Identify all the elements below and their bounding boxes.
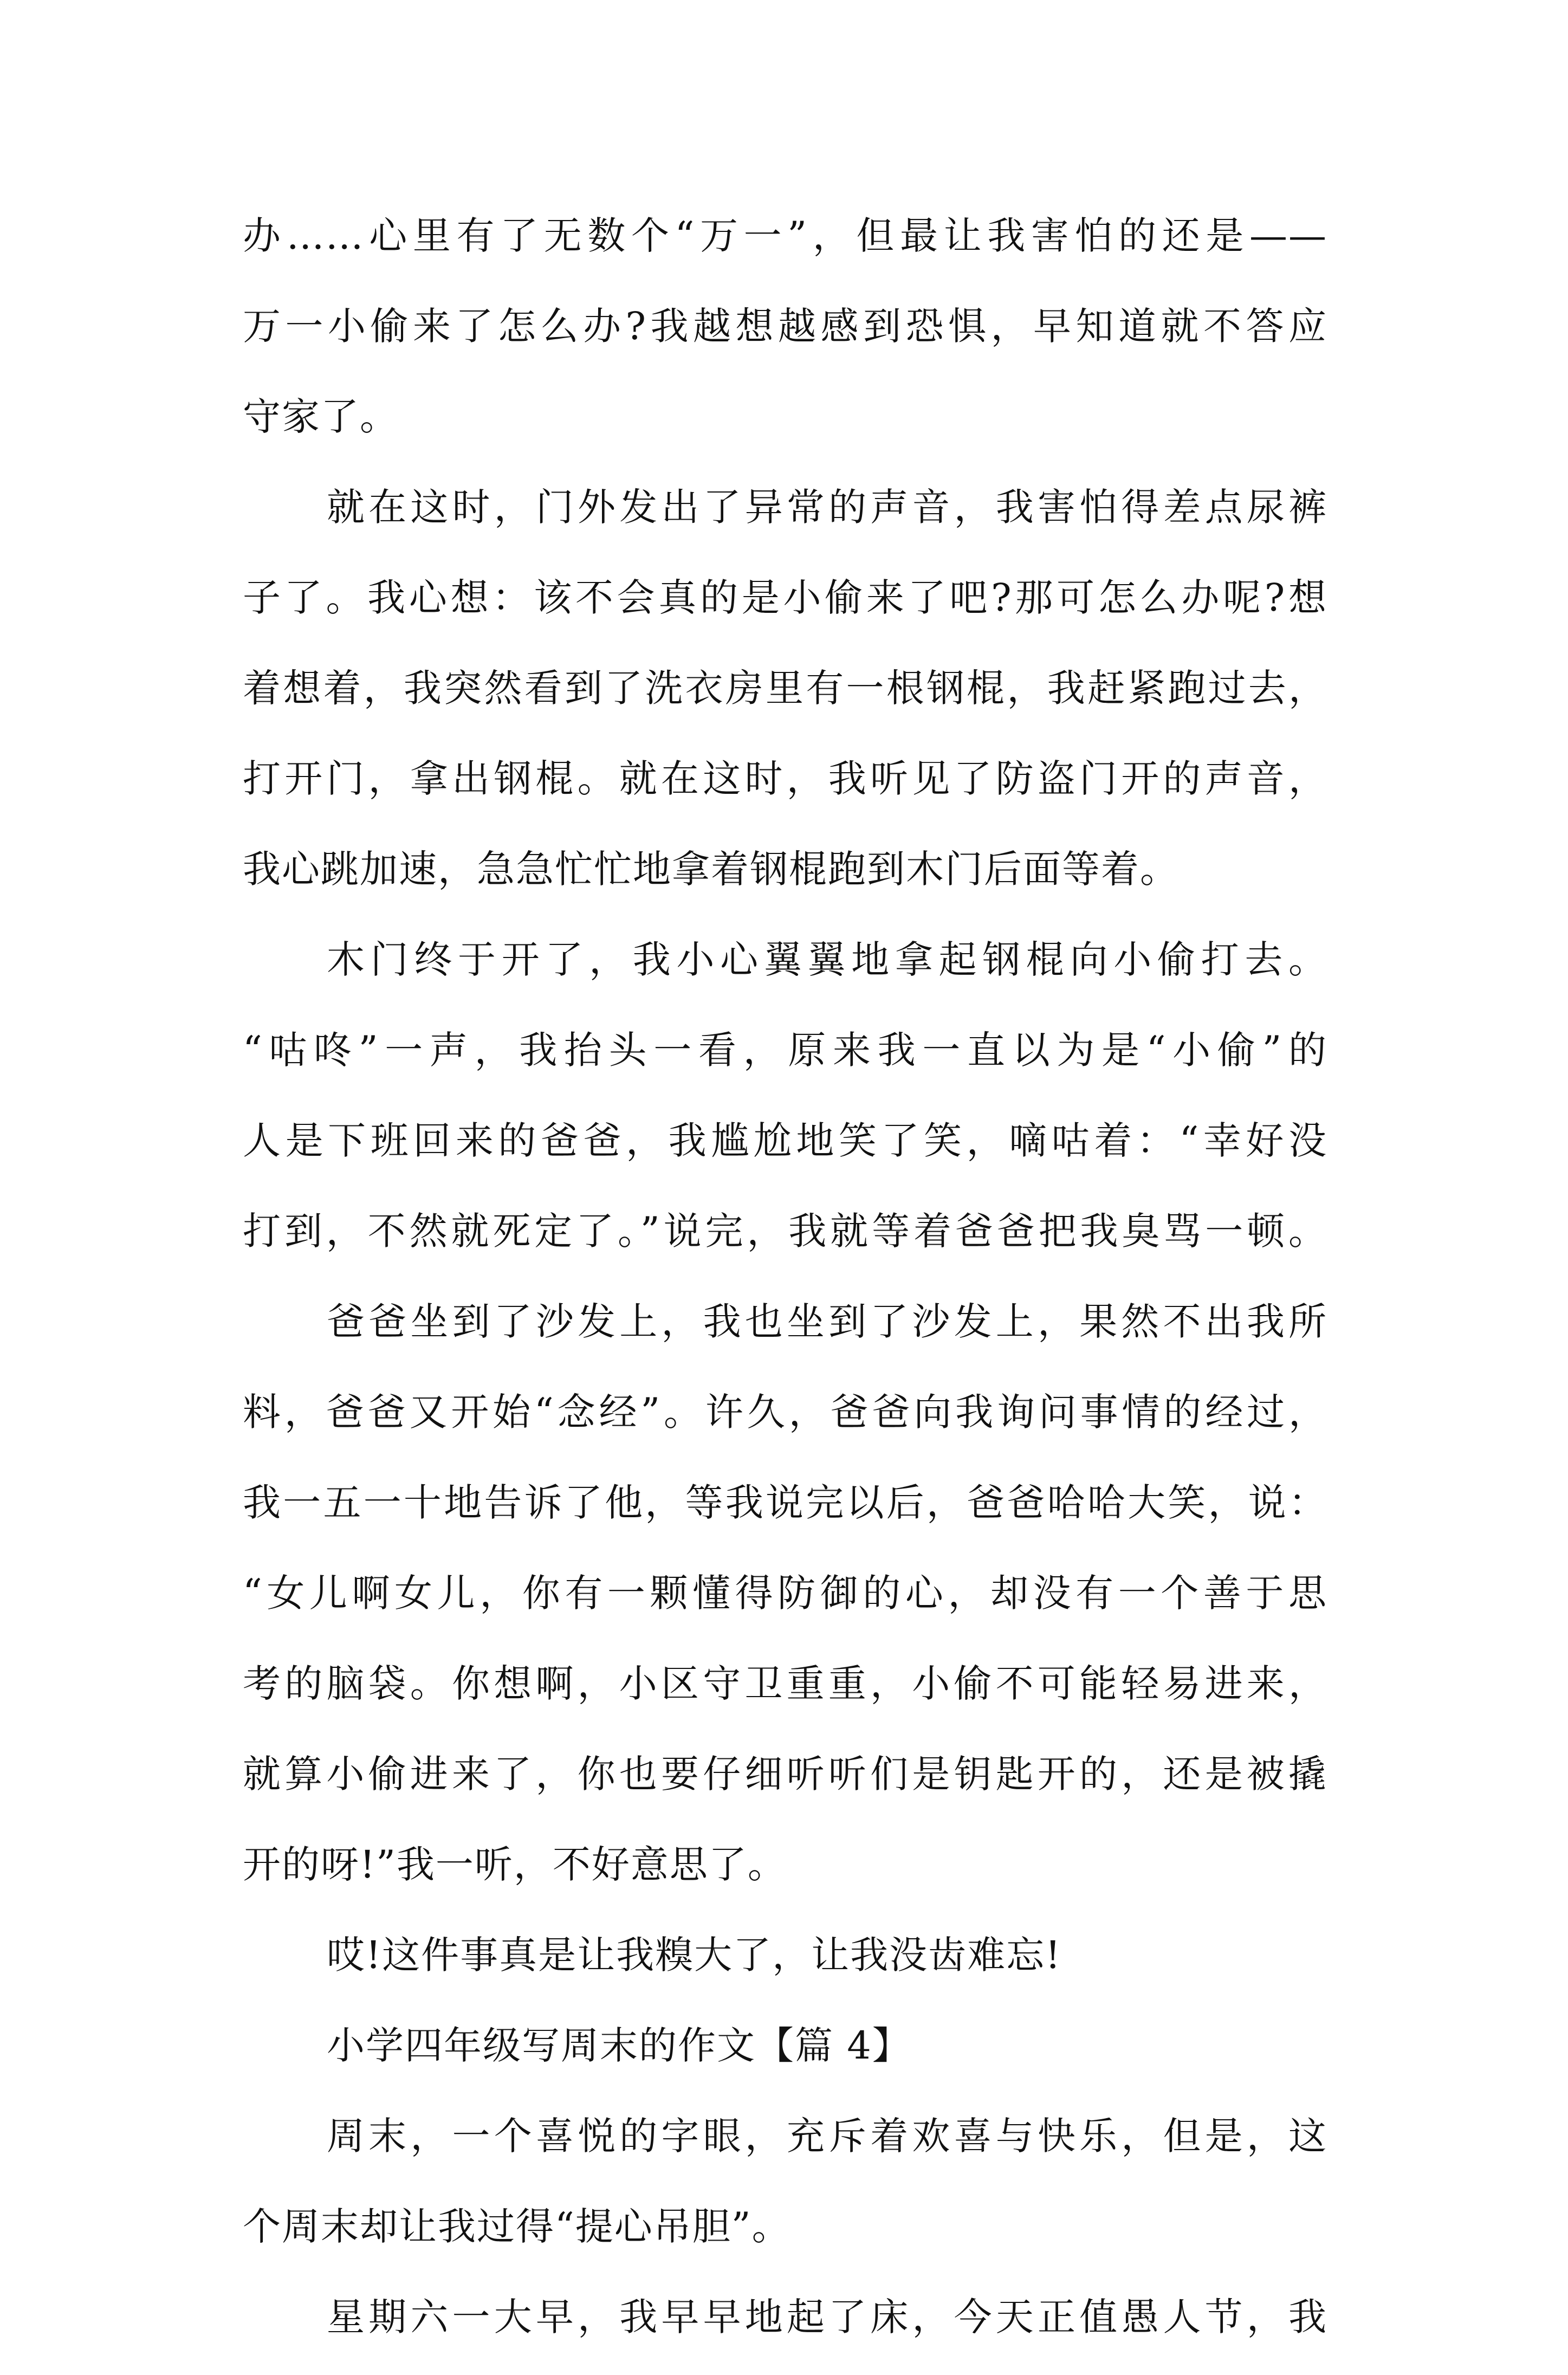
text-line: 打开门，拿出钢棍。就在这时，我听见了防盗门开的声音， <box>243 756 1327 801</box>
text-line: 打到，不然就死定了。”说完，我就等着爸爸把我臭骂一顿。 <box>243 1209 1327 1253</box>
text-line: 办……心里有了无数个“万一”，但最让我害怕的还是—— <box>243 213 1327 258</box>
text-line: 料，爸爸又开始“念经”。许久，爸爸向我询问事情的经过， <box>243 1390 1327 1434</box>
paragraph-start-line: 就在这时，门外发出了异常的声音，我害怕得差点尿裤 <box>327 485 1327 529</box>
text-line: 我心跳加速，急急忙忙地拿着钢棍跑到木门后面等着。 <box>243 847 1179 891</box>
paragraph-start-line: 星期六一大早，我早早地起了床，今天正值愚人节，我 <box>327 2295 1327 2339</box>
paragraph-start-line: 木门终于开了，我小心翼翼地拿起钢棍向小偷打去。 <box>327 937 1327 982</box>
paragraph-start-line: 周末，一个喜悦的字眼，充斥着欢喜与快乐，但是，这 <box>327 2114 1327 2158</box>
paragraph-line: 哎!这件事真是让我糗大了，让我没齿难忘! <box>327 1933 1062 1977</box>
text-line: 万一小偷来了怎么办?我越想越感到恐惧，早知道就不答应 <box>243 304 1327 348</box>
document-body <box>243 203 1327 2375</box>
text-line: 子了。我心想：该不会真的是小偷来了吧?那可怎么办呢?想 <box>243 575 1327 620</box>
text-line: 人是下班回来的爸爸，我尴尬地笑了笑，嘀咕着：“幸好没 <box>243 1118 1327 1163</box>
text-line: 我一五一十地告诉了他，等我说完以后，爸爸哈哈大笑，说： <box>243 1480 1327 1525</box>
text-line: 考的脑袋。你想啊，小区守卫重重，小偷不可能轻易进来， <box>243 1661 1327 1706</box>
text-line: 开的呀!”我一听，不好意思了。 <box>243 1842 787 1887</box>
text-line: 守家了。 <box>243 394 399 439</box>
text-line: 就算小偷进来了，你也要仔细听听们是钥匙开的，还是被撬 <box>243 1752 1327 1796</box>
text-line: 个周末却让我过得“提心吊胆”。 <box>243 2204 791 2249</box>
text-line: 着想着，我突然看到了洗衣房里有一根钢棍，我赶紧跑过去， <box>243 666 1327 710</box>
section-heading: 小学四年级写周末的作文【篇 4】 <box>327 2023 911 2068</box>
paragraph-start-line: 爸爸坐到了沙发上，我也坐到了沙发上，果然不出我所 <box>327 1299 1327 1344</box>
text-line: “咕咚”一声，我抬头一看，原来我一直以为是“小偷”的 <box>243 1028 1327 1072</box>
text-line: “女儿啊女儿，你有一颗懂得防御的心，却没有一个善于思 <box>243 1571 1327 1615</box>
